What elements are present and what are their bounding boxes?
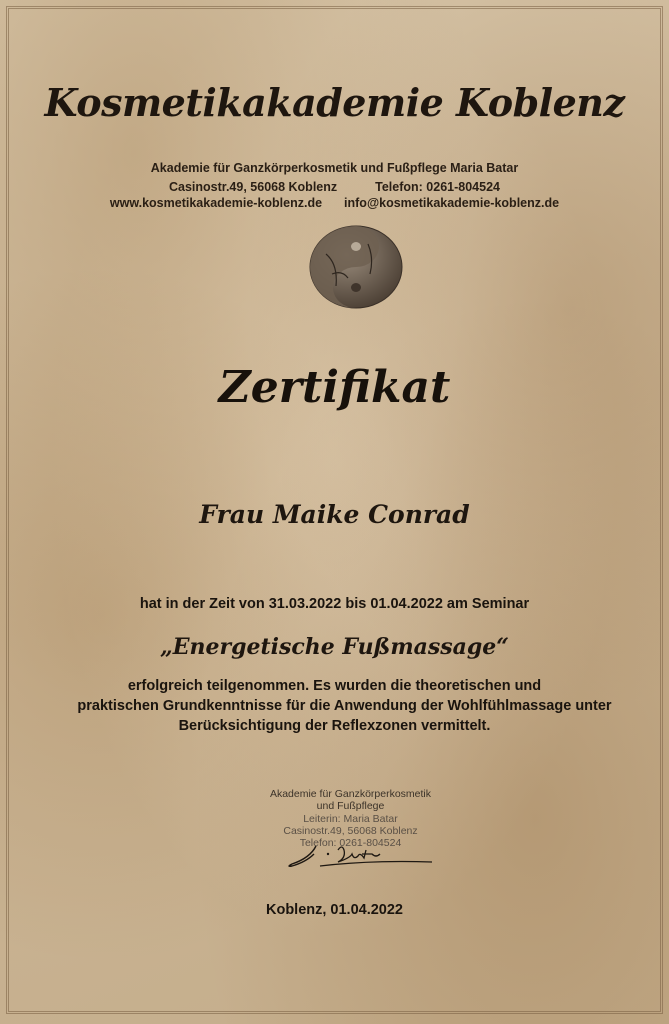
body-text-line-1: erfolgreich teilgenommen. Es wurden die theoretischen und [127,678,542,694]
stamp-line-3: Leiterin: Maria Batar [303,813,398,825]
place-and-date: Koblenz, 01.04.2022 [265,902,403,918]
address-phone-line [0,180,669,194]
body-text-line-3: Berücksichtigung der Reflexzonen vermittelt. [178,718,491,734]
academy-subtitle: Akademie für Ganzkörperkosmetik und Fußpflege Maria Batar [150,161,519,175]
yin-yang-emblem-icon [308,224,404,310]
academy-phone: Telefon: 0261-804524 [375,180,500,194]
stamp-line-1: Akademie für Ganzkörperkosmetik [269,788,432,800]
web-email-line [0,196,669,210]
academy-brand-title: Kosmetikakademie Koblenz [44,80,625,125]
stamp-line-5: Telefon: 0261-804524 [299,837,402,849]
seminar-period: hat in der Zeit von 31.03.2022 bis 01.04.2022 am Seminar [139,596,530,612]
academy-website: www.kosmetikakademie-koblenz.de [109,196,323,210]
stamp-line-2: und Fußpflege [316,800,385,812]
seminar-title: „Energetische Fußmassage“ [160,634,509,660]
academy-address: Casinostr.49, 56068 Koblenz [169,180,338,194]
certificate-title: Zertifikat [218,362,451,413]
recipient-name: Frau Maike Conrad [199,500,470,529]
stamp-line-4: Casinostr.49, 56068 Koblenz [283,825,418,837]
body-text-line-2: praktischen Grundkenntnisse für die Anwendung der Wohlfühlmassage unter [77,698,612,714]
handwritten-signature-icon [280,840,440,874]
academy-email: info@kosmetikakademie-koblenz.de [344,196,560,210]
